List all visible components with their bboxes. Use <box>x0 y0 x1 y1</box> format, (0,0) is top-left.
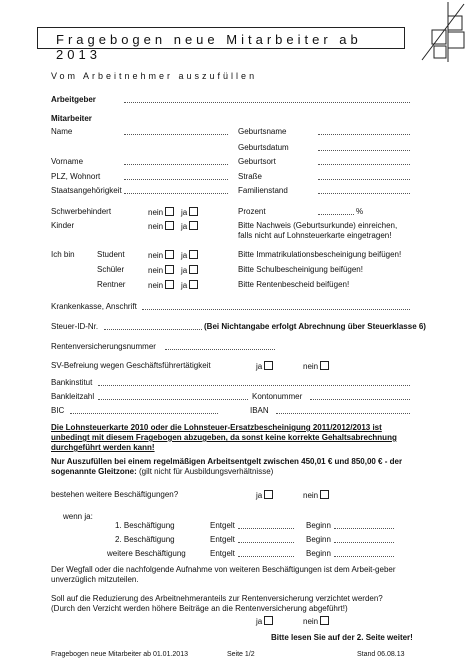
prozent-suffix: % <box>356 207 364 216</box>
label-familienstand: Familienstand <box>238 186 288 195</box>
footer-page: Seite 1/2 <box>227 651 255 658</box>
field-steuer-id[interactable] <box>104 329 202 330</box>
checkbox-kinder-ja[interactable] <box>189 221 198 230</box>
kinder-nein <box>148 221 174 231</box>
ja-label: ja <box>181 281 188 290</box>
label-geburtsdatum: Geburtsdatum <box>238 143 289 152</box>
label-wenn-ja: wenn ja: <box>63 512 93 521</box>
page-title: Fragebogen neue Mitarbeiter ab 2013 <box>56 32 362 62</box>
label-student: Student <box>97 250 125 259</box>
nein-label: nein <box>148 281 164 290</box>
label-geburtsname: Geburtsname <box>238 127 287 136</box>
checkbox-student-nein[interactable] <box>165 250 174 259</box>
checkbox-schueler-nein[interactable] <box>165 265 174 274</box>
label-plz: PLZ, Wohnort <box>51 172 101 181</box>
label-beginn-3: Beginn <box>306 549 331 558</box>
checkbox-sv-ja[interactable] <box>264 361 273 370</box>
rentner-note: Bitte Rentenbescheid beifügen! <box>238 280 350 289</box>
label-rentner: Rentner <box>97 280 126 289</box>
ja-label: ja <box>181 222 188 231</box>
label-staat: Staatsangehörigkeit <box>51 186 122 195</box>
field-bankinstitut[interactable] <box>98 385 410 386</box>
label-strasse: Straße <box>238 172 263 181</box>
student-nein <box>148 250 174 260</box>
field-bic[interactable] <box>70 413 218 414</box>
nein-label: nein <box>148 266 164 275</box>
field-staat[interactable] <box>124 193 228 194</box>
label-kinder: Kinder <box>51 221 75 230</box>
field-familienstand[interactable] <box>318 193 410 194</box>
ja-label: ja <box>256 491 263 500</box>
ja-label: ja <box>181 251 188 260</box>
label-geburtsort: Geburtsort <box>238 157 276 166</box>
nein-label: nein <box>148 208 164 217</box>
field-plz[interactable] <box>124 179 228 180</box>
field-geburtsdatum[interactable] <box>318 150 410 151</box>
schueler-nein <box>148 265 174 275</box>
label-beschaeftigung-1: 1. Beschäftigung <box>115 521 175 530</box>
label-name: Name <box>51 127 73 136</box>
footer-right: Stand 06.08.13 <box>357 651 405 658</box>
field-rentenversicherungsnummer[interactable] <box>165 349 275 350</box>
section-subtitle: Vom Arbeitnehmer auszufüllen <box>51 71 258 81</box>
checkbox-student-ja[interactable] <box>189 250 198 259</box>
label-schwerbehindert: Schwerbehindert <box>51 207 112 216</box>
field-krankenkasse[interactable] <box>142 309 410 310</box>
label-beginn-1: Beginn <box>306 521 331 530</box>
gleitzone-rest: (gilt nicht für Ausbildungsverhältnisse) <box>136 467 274 476</box>
ja-label: ja <box>181 208 188 217</box>
label-weitere: bestehen weitere Beschäftigungen? <box>51 490 179 499</box>
schueler-ja <box>181 265 198 275</box>
field-entgelt-1[interactable] <box>238 528 294 529</box>
field-entgelt-2[interactable] <box>238 542 294 543</box>
schwerbehindert-ja <box>181 207 198 217</box>
nein-label: nein <box>303 617 319 626</box>
ja-label: ja <box>181 266 188 275</box>
kinder-ja <box>181 221 198 231</box>
label-beginn-2: Beginn <box>306 535 331 544</box>
kinder-note-1: Bitte Nachweis (Geburtsurkunde) einreichen, <box>238 221 398 230</box>
checkbox-schwerbehindert-ja[interactable] <box>189 207 198 216</box>
reduzierung-ja <box>256 616 273 626</box>
checkbox-kinder-nein[interactable] <box>165 221 174 230</box>
rentner-nein <box>148 280 174 290</box>
field-entgelt-3[interactable] <box>238 556 294 557</box>
footer-left: Fragebogen neue Mitarbeiter ab 01.01.2013 <box>51 651 188 658</box>
reduzierung-text-2: (Durch den Verzicht werden höhere Beiträge an die Rentenversicherung abgeführt!) <box>51 604 348 613</box>
reduzierung-nein <box>303 616 329 626</box>
field-beginn-1[interactable] <box>334 528 394 529</box>
schueler-note: Bitte Schulbescheinigung beifügen! <box>238 265 363 274</box>
continue-note: Bitte lesen Sie auf der 2. Seite weiter! <box>271 633 413 642</box>
checkbox-sv-nein[interactable] <box>320 361 329 370</box>
nein-label: nein <box>303 491 319 500</box>
nein-label: nein <box>303 362 319 371</box>
checkbox-rentner-ja[interactable] <box>189 280 198 289</box>
sv-ja <box>256 361 273 371</box>
field-prozent[interactable] <box>318 214 354 215</box>
checkbox-schueler-ja[interactable] <box>189 265 198 274</box>
label-sv-befreiung: SV-Befreiung wegen Geschäftsführertätigkeit <box>51 361 211 370</box>
label-beschaeftigung-2: 2. Beschäftigung <box>115 535 175 544</box>
label-bankleitzahl: Bankleitzahl <box>51 392 95 401</box>
field-geburtsname[interactable] <box>318 134 410 135</box>
label-steuer-id: Steuer-ID-Nr. <box>51 322 99 331</box>
weitere-nein <box>303 490 329 500</box>
label-entgelt-1: Entgelt <box>210 521 235 530</box>
reduzierung-text-1: Soll auf die Reduzierung des Arbeitnehmeranteils zur Rentenversicherung verzichtet werden? <box>51 594 383 603</box>
title-box <box>37 27 405 62</box>
company-logo <box>418 2 470 64</box>
gleitzone-text <box>51 457 413 477</box>
rentner-ja <box>181 280 198 290</box>
checkbox-reduzierung-nein[interactable] <box>320 616 329 625</box>
field-geburtsort[interactable] <box>318 164 410 165</box>
field-beginn-2[interactable] <box>334 542 394 543</box>
label-krankenkasse: Krankenkasse, Anschrift <box>51 302 137 311</box>
label-schueler: Schüler <box>97 265 125 274</box>
checkbox-rentner-nein[interactable] <box>165 280 174 289</box>
ja-label: ja <box>256 362 263 371</box>
label-rentenversicherungsnummer: Rentenversicherungsnummer <box>51 342 156 351</box>
field-vorname[interactable] <box>124 164 228 165</box>
nein-label: nein <box>148 251 164 260</box>
field-name[interactable] <box>124 134 228 135</box>
weitere-ja <box>256 490 273 500</box>
label-entgelt-3: Entgelt <box>210 549 235 558</box>
label-beschaeftigung-weitere: weitere Beschäftigung <box>107 549 186 558</box>
field-iban[interactable] <box>276 413 410 414</box>
field-arbeitgeber[interactable] <box>124 102 410 103</box>
steuer-note: (Bei Nichtangabe erfolgt Abrechnung über Steuerklasse 6) <box>204 322 426 331</box>
label-bic: BIC <box>51 406 65 415</box>
checkbox-schwerbehindert-nein[interactable] <box>165 207 174 216</box>
label-vorname: Vorname <box>51 157 84 166</box>
label-entgelt-2: Entgelt <box>210 535 235 544</box>
ja-label: ja <box>256 617 263 626</box>
field-strasse[interactable] <box>318 179 410 180</box>
label-prozent: Prozent <box>238 207 266 216</box>
kinder-note-2: falls nicht auf Lohnsteuerkarte eingetragen! <box>238 231 392 240</box>
field-beginn-3[interactable] <box>334 556 394 557</box>
student-note: Bitte Immatrikulationsbescheinigung beifügen! <box>238 250 402 259</box>
nein-label: nein <box>148 222 164 231</box>
checkbox-reduzierung-ja[interactable] <box>264 616 273 625</box>
label-arbeitgeber: Arbeitgeber <box>51 95 96 104</box>
student-ja <box>181 250 198 260</box>
schwerbehindert-nein <box>148 207 174 217</box>
wegfall-text: Der Wegfall oder die nachfolgende Aufnahme von weiteren Beschäftigungen ist dem Arbeit-geber unverzüglich mitzuteilen. <box>51 565 396 584</box>
field-kontonummer[interactable] <box>310 399 410 400</box>
gleitzone-bold: Nur Auszufüllen bei einem regelmäßigen Arbeitsentgelt zwischen 450,01 € und 850,00 € - der sogenannte Gleitzone: <box>51 457 403 476</box>
label-iban: IBAN <box>250 406 269 415</box>
label-bankinstitut: Bankinstitut <box>51 378 93 387</box>
label-kontonummer: Kontonummer <box>252 392 303 401</box>
field-bankleitzahl[interactable] <box>98 399 248 400</box>
checkbox-weitere-nein[interactable] <box>320 490 329 499</box>
label-ich-bin: Ich bin <box>51 250 75 259</box>
label-mitarbeiter: Mitarbeiter <box>51 114 92 123</box>
warning-text: Die Lohnsteuerkarte 2010 oder die Lohnsteuer-Ersatzbescheinigung 2011/2012/2013 ist unbedingt mit diesem Fragebogen abzugeben, da sonst keine korrekte Gehaltsabrechnung durchgeführt werden kann! <box>51 423 397 452</box>
sv-nein <box>303 361 329 371</box>
checkbox-weitere-ja[interactable] <box>264 490 273 499</box>
